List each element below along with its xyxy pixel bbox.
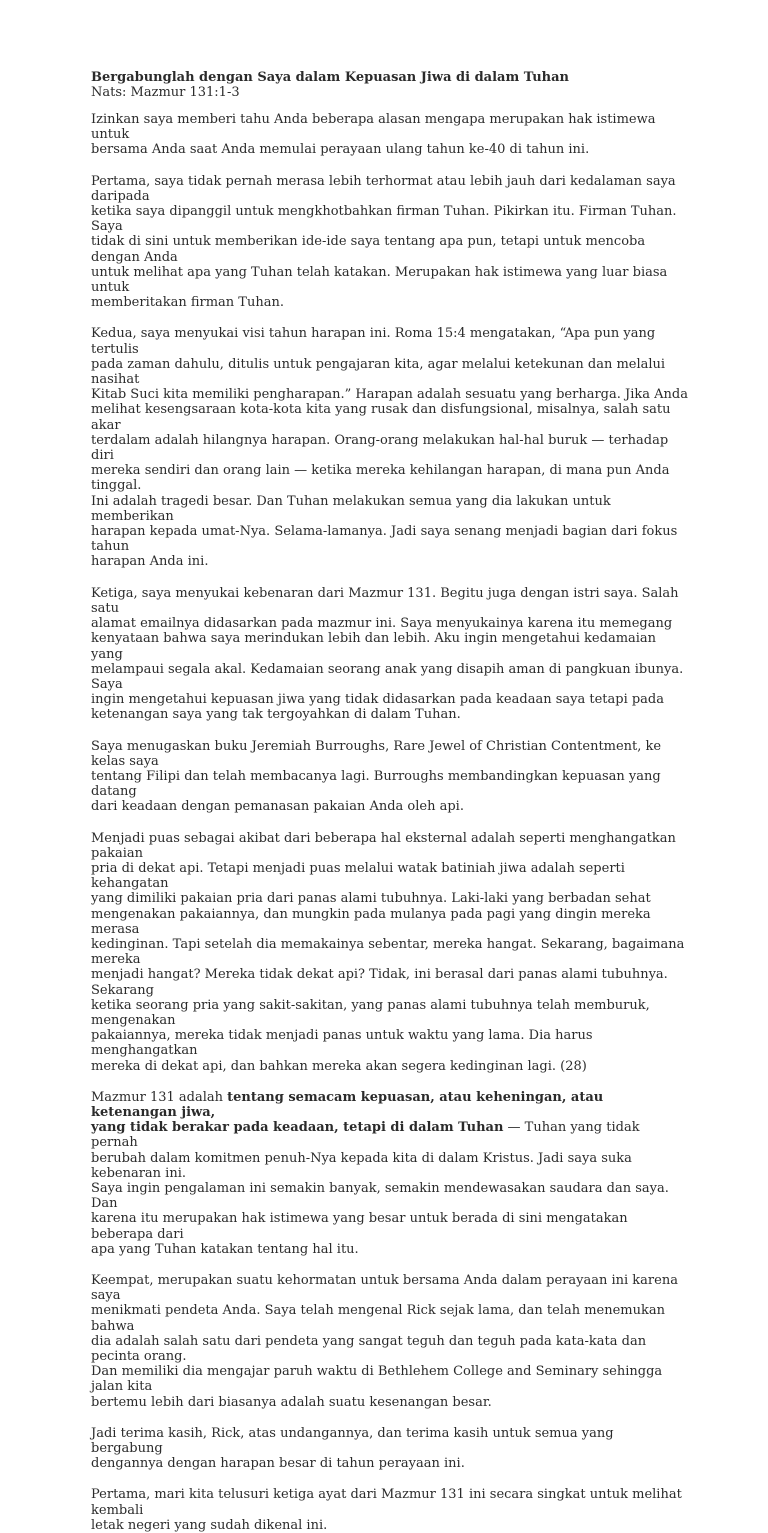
paragraph-burroughs: Saya menugaskan buku Jeremiah Burroughs, Rare Jewel of Christian Contentment, ke kelas saya tentang Filipi dan telah membacanya lagi. Burroughs membandingkan kepuasan yang datang dari keadaan dengan pemanasan pakaian Anda oleh api. xyxy=(91,738,662,815)
paragraph-intro: Izinkan saya memberi tahu Anda beberapa alasan mengapa merupakan hak istimewa untuk bersama Anda saat Anda memulai perayaan ulang tahun ke-40 di tahun ini. xyxy=(91,112,656,158)
paragraph-terima-kasih: Jadi terima kasih, Rick, atas undangannya, dan terima kasih untuk semua yang bergabung dengannya dengan harapan besar di tahun perayaan ini. xyxy=(91,1425,614,1472)
paragraph-ketiga: Ketiga, saya menyukai kebenaran dari Mazmur 131. Begitu juga dengan istri saya. Salah satu alamat emailnya didasarkan pada mazmur ini. Saya menyukainya karena itu memegang kenyataan bahwa saya merindukan lebih dan lebih. Aku ingin mengetahui kedamaian yang melampaui segala akal. Kedamaian seorang anak yang disapih aman di pangkuan ibunya. Saya ingin mengetahui kepuasan jiwa yang tidak didasarkan pada keadaan saya tetapi pada ketenangan saya yang tak tergoyahkan di dalam Tuhan. xyxy=(91,585,684,723)
paragraph-keempat: Keempat, merupakan suatu kehormatan untuk bersama Anda dalam perayaan ini karena saya menikmati pendeta Anda. Saya telah mengenal Rick sejak lama, dan telah menemukan bahwa dia adalah salah satu dari pendeta yang sangat teguh dan teguh pada kata-kata dan pecinta orang. Dan memiliki dia mengajar paruh waktu di Bethlehem College and Seminary sehingga jalan kita bertemu lebih dari biasanya adalah suatu kesenangan besar. xyxy=(91,1273,678,1410)
paragraph-kedua: Kedua, saya menyukai visi tahun harapan ini. Roma 15:4 mengatakan, “Apa pun yang tertulis pada zaman dahulu, ditulis untuk pengajaran kita, agar melalui ketekunan dan melalui nasihat Kitab Suci kita memiliki pengharapan.” Harapan adalah sesuatu yang berharga. Jika Anda melihat kesengsaraan kota-kota kita yang rusak dan disfungsional, misalnya, salah satu akar terdalam adalah hilangnya harapan. Orang-orang melakukan hal-hal buruk — terhadap diri mereka sendiri dan orang lain — ketika mereka kehilangan harapan, di mana pun Anda tinggal. Ini adalah tragedi besar. Dan Tuhan melakukan semua yang dia lakukan untuk memberikan harapan kepada umat-Nya. Selama-lamanya. Jadi saya senang menjadi bagian dari fokus tahun harapan Anda ini. xyxy=(91,326,688,570)
mazmur-intro: Mazmur 131 adalah xyxy=(91,1089,228,1105)
mazmur-bold-phrase: tentang semacam kepuasan, atau keheningan, atau ketenangan jiwa, yang tidak berakar pada keadaan, tetapi di dalam Tuhan xyxy=(91,1089,604,1136)
paragraph-pertama: Pertama, saya tidak pernah merasa lebih terhormat atau lebih jauh dari kedalaman saya daripada ketika saya dipanggil untuk mengkhotbahkan firman Tuhan. Pikirkan itu. Firman Tuhan. Saya tidak di sini untuk memberikan ide-ide saya tentang apa pun, tetapi untuk mencoba dengan Anda untuk melihat apa yang Tuhan telah katakan. Merupakan hak istimewa yang luar biasa untuk memberitakan firman Tuhan. xyxy=(91,173,677,311)
mazmur-rest: — Tuhan yang tidak pernah berubah dalam komitmen penuh-Nya kepada kita di dalam Kristus. Jadi saya suka kebenaran ini. Saya ingin pengalaman ini semakin banyak, semakin mendewasakan saudara dan saya. Dan karena itu merupakan hak istimewa yang besar untuk berada di sini mengatakan beberapa dari apa yang Tuhan katakan tentang hal itu. xyxy=(91,1120,669,1257)
paragraph-penutup: Pertama, mari kita telusuri ketiga ayat dari Mazmur 131 ini secara singkat untuk melihat kembali letak negeri yang sudah dikenal ini. xyxy=(91,1487,682,1533)
document-title: Bergabunglah dengan Saya dalam Kepuasan Jiwa di dalam Tuhan xyxy=(91,70,569,85)
paragraph-quote: Menjadi puas sebagai akibat dari beberapa hal eksternal adalah seperti menghangatkan pakaian pria di dekat api. Tetapi menjadi puas melalui watak batiniah jiwa adalah seperti kehangatan yang dimiliki pakaian pria dari panas alami tubuhnya. Laki-laki yang berbadan sehat mengenakan pakaiannya, dan mungkin pada mulanya pada pagi yang dingin mereka merasa kedinginan. Tapi setelah dia memakainya sebentar, mereka hangat. Sekarang, bagaimana mereka menjadi hangat? Mereka tidak dekat api? Tidak, ini berasal dari panas alami tubuhnya. Sekarang ketika seorang pria yang sakit-sakitan, yang panas alami tubuhnya telah memburuk, mengenakan pakaiannya, mereka tidak menjadi panas untuk waktu yang lama. Dia harus menghangatkan mereka di dekat api, dan bahkan mereka akan segera kedinginan lagi. (28) xyxy=(91,830,685,1074)
scripture-reference: Nats: Mazmur 131:1-3 xyxy=(91,85,240,100)
paragraph-mazmur xyxy=(91,1090,688,1257)
